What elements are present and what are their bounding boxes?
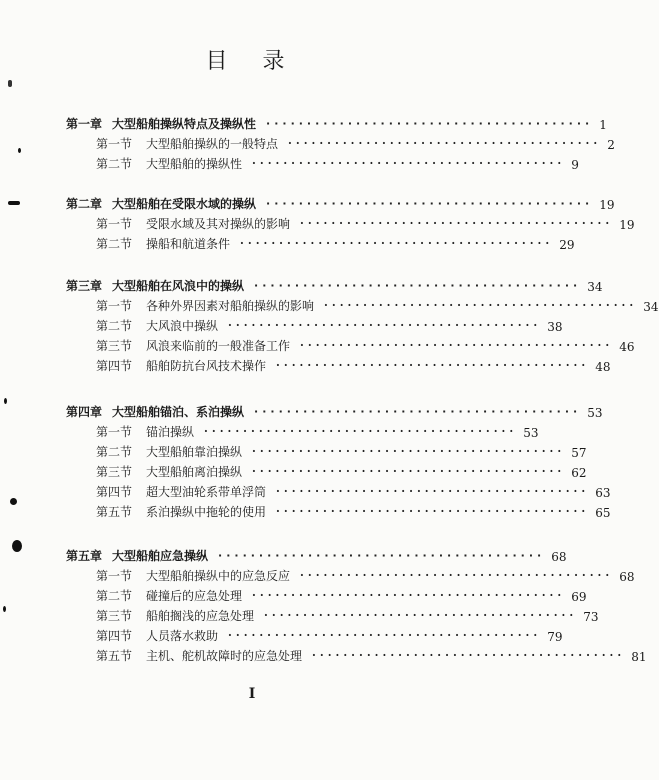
dot-leader: ········································ xyxy=(276,505,590,518)
page-ref: 29 xyxy=(559,238,575,252)
dot-leader: ········································ xyxy=(312,649,626,662)
section-label: 第三节 xyxy=(96,339,133,353)
section-label: 第五节 xyxy=(96,649,133,663)
section-label: 第二节 xyxy=(96,589,133,603)
page-number: I xyxy=(248,686,256,702)
section-title: 船舶防抗台风技术操作 xyxy=(146,359,267,373)
section-title: 大型船舶靠泊操纵 xyxy=(146,445,243,459)
section-title: 人员落水救助 xyxy=(146,629,219,643)
section-title: 碰撞后的应急处理 xyxy=(146,589,243,603)
section-entry[interactable] xyxy=(96,314,563,334)
section-entry[interactable] xyxy=(96,460,587,480)
page-ref: 34 xyxy=(587,280,603,294)
page-ref: 2 xyxy=(607,138,615,152)
page-ref: 19 xyxy=(619,218,635,232)
section-label: 第二节 xyxy=(96,319,133,333)
page-ref: 38 xyxy=(547,320,563,334)
dot-leader: ········································ xyxy=(252,589,566,602)
page-ref: 69 xyxy=(571,590,587,604)
scan-speck xyxy=(4,398,7,404)
page-ref: 65 xyxy=(595,506,611,520)
section-title: 风浪来临前的一般准备工作 xyxy=(146,339,291,353)
dot-leader: ········································ xyxy=(204,425,518,438)
section-label: 第五节 xyxy=(96,505,133,519)
page-ref: 9 xyxy=(571,158,579,172)
chapter-entry[interactable] xyxy=(66,400,603,420)
chapter-title: 大型船舶应急操纵 xyxy=(112,549,209,563)
section-label: 第四节 xyxy=(96,485,133,499)
section-entry[interactable] xyxy=(96,440,587,460)
chapter-entry[interactable] xyxy=(66,112,607,132)
page-ref: 34 xyxy=(643,300,659,314)
section-label: 第二节 xyxy=(96,157,133,171)
section-title: 各种外界因素对船舶操纵的影响 xyxy=(146,299,315,313)
chapter-entry[interactable] xyxy=(66,274,603,294)
chapter-label: 第三章 xyxy=(66,279,103,293)
section-title: 操船和航道条件 xyxy=(146,237,231,251)
chapter-entry[interactable] xyxy=(66,544,567,564)
section-label: 第二节 xyxy=(96,237,133,251)
section-title: 大型船舶操纵的一般特点 xyxy=(146,137,279,151)
scan-speck xyxy=(10,498,17,505)
dot-leader: ········································ xyxy=(300,339,614,352)
section-label: 第一节 xyxy=(96,425,133,439)
page-ref: 79 xyxy=(547,630,563,644)
dot-leader: ········································ xyxy=(300,217,614,230)
section-entry[interactable] xyxy=(96,132,615,152)
dot-leader: ········································ xyxy=(288,137,602,150)
scan-speck xyxy=(18,148,21,153)
page-ref: 53 xyxy=(523,426,539,440)
dot-leader: ········································ xyxy=(254,405,582,418)
chapter-entry[interactable] xyxy=(66,192,615,212)
section-entry[interactable] xyxy=(96,480,611,500)
section-label: 第三节 xyxy=(96,465,133,479)
dot-leader: ········································ xyxy=(228,319,542,332)
page-ref: 81 xyxy=(631,650,647,664)
scan-speck xyxy=(12,540,22,552)
section-title: 大风浪中操纵 xyxy=(146,319,219,333)
section-entry[interactable] xyxy=(96,294,659,314)
dot-leader: ········································ xyxy=(240,237,554,250)
scan-speck xyxy=(3,606,6,612)
section-title: 大型船舶的操纵性 xyxy=(146,157,243,171)
chapter-title: 大型船舶在受限水域的操纵 xyxy=(112,197,257,211)
dot-leader: ········································ xyxy=(276,485,590,498)
section-title: 锚泊操纵 xyxy=(146,425,195,439)
section-title: 超大型油轮系带单浮筒 xyxy=(146,485,267,499)
dot-leader: ········································ xyxy=(228,629,542,642)
section-entry[interactable] xyxy=(96,500,611,520)
dot-leader: ········································ xyxy=(254,279,582,292)
chapter-label: 第四章 xyxy=(66,405,103,419)
section-label: 第三节 xyxy=(96,609,133,623)
page-ref: 57 xyxy=(571,446,587,460)
section-title: 受限水域及其对操纵的影响 xyxy=(146,217,291,231)
page-ref: 53 xyxy=(587,406,603,420)
page-ref: 68 xyxy=(551,550,567,564)
section-entry[interactable] xyxy=(96,354,611,374)
page-ref: 1 xyxy=(599,118,607,132)
section-entry[interactable] xyxy=(96,644,647,664)
section-label: 第四节 xyxy=(96,629,133,643)
dot-leader: ········································ xyxy=(252,465,566,478)
page-ref: 73 xyxy=(583,610,599,624)
section-entry[interactable] xyxy=(96,152,579,172)
chapter-title: 大型船舶操纵特点及操纵性 xyxy=(112,117,257,131)
page-ref: 62 xyxy=(571,466,587,480)
section-entry[interactable] xyxy=(96,232,575,252)
section-entry[interactable] xyxy=(96,334,635,354)
section-entry[interactable] xyxy=(96,212,635,232)
section-title: 船舶搁浅的应急处理 xyxy=(146,609,255,623)
chapter-label: 第一章 xyxy=(66,117,103,131)
scan-speck xyxy=(8,80,12,87)
section-entry[interactable] xyxy=(96,624,563,644)
chapter-title: 大型船舶锚泊、系泊操纵 xyxy=(112,405,245,419)
page-title: 目 录 xyxy=(205,49,299,74)
section-label: 第四节 xyxy=(96,359,133,373)
dot-leader: ········································ xyxy=(252,445,566,458)
section-label: 第一节 xyxy=(96,299,133,313)
section-entry[interactable] xyxy=(96,564,635,584)
page-ref: 63 xyxy=(595,486,611,500)
section-label: 第一节 xyxy=(96,137,133,151)
chapter-label: 第五章 xyxy=(66,549,103,563)
section-entry[interactable] xyxy=(96,584,587,604)
section-title: 主机、舵机故障时的应急处理 xyxy=(146,649,303,663)
section-title: 系泊操纵中拖轮的使用 xyxy=(146,505,267,519)
dot-leader: ········································ xyxy=(266,197,594,210)
section-entry[interactable] xyxy=(96,420,539,440)
page-ref: 19 xyxy=(599,198,615,212)
section-label: 第二节 xyxy=(96,445,133,459)
dot-leader: ········································ xyxy=(218,549,546,562)
page-ref: 68 xyxy=(619,570,635,584)
dot-leader: ········································ xyxy=(252,157,566,170)
scan-speck xyxy=(8,201,20,205)
dot-leader: ········································ xyxy=(264,609,578,622)
section-title: 大型船舶离泊操纵 xyxy=(146,465,243,479)
chapter-title: 大型船舶在风浪中的操纵 xyxy=(112,279,245,293)
dot-leader: ········································ xyxy=(300,569,614,582)
section-entry[interactable] xyxy=(96,604,599,624)
section-label: 第一节 xyxy=(96,217,133,231)
page-ref: 46 xyxy=(619,340,635,354)
dot-leader: ········································ xyxy=(276,359,590,372)
chapter-label: 第二章 xyxy=(66,197,103,211)
section-label: 第一节 xyxy=(96,569,133,583)
page-ref: 48 xyxy=(595,360,611,374)
dot-leader: ········································ xyxy=(324,299,638,312)
section-title: 大型船舶操纵中的应急反应 xyxy=(146,569,291,583)
dot-leader: ········································ xyxy=(266,117,594,130)
